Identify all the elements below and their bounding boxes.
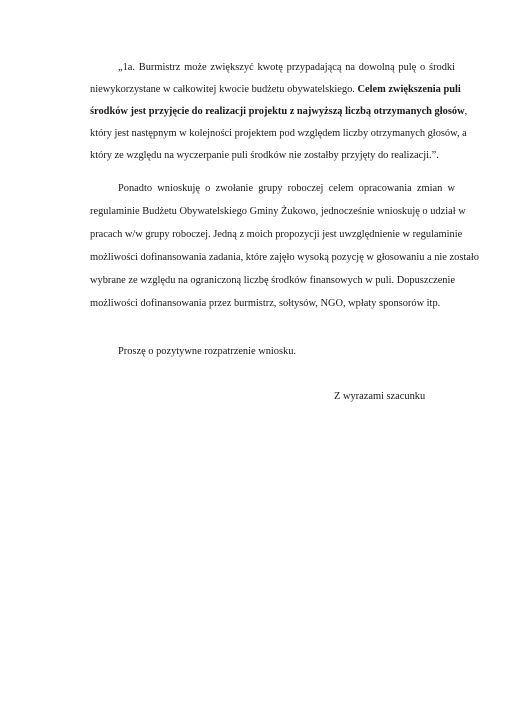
paragraph-line: możliwości dofinansowania zadania, które zajęło wysoką pozycję w głosowaniu a nie zostało [90, 252, 479, 263]
proposal-paragraph [90, 177, 479, 315]
paragraph-line: regulaminie Budżetu Obywatelskiego Gminy Żukowo, jednocześnie wnioskuję o udział w [90, 206, 466, 217]
closing-salutation: Z wyrazami szacunku [334, 391, 426, 402]
quote-line: który ze względu na wyczerpanie puli środków nie zostałby przyjęty do realizacji.”. [90, 150, 439, 161]
quoted-regulation-amendment [90, 57, 468, 167]
paragraph-line: możliwości dofinansowania przez burmistrz, sołtysów, NGO, wpłaty sponsorów itp. [90, 298, 441, 309]
paragraph-line: wybrane ze względu na ograniczoną liczbę środków finansowych w puli. Dopuszczenie [90, 275, 455, 286]
quote-line [90, 79, 461, 101]
paragraph-line: pracach w/w grupy roboczej. Jedną z moich propozycji jest uwzględnienie w regulaminie [90, 229, 463, 240]
request-sentence: Proszę o pozytywne rozpatrzenie wniosku. [118, 346, 297, 357]
quote-text: niewykorzystane w całkowitej kwocie budżetu obywatelskiego. [90, 84, 358, 95]
quote-line [90, 101, 468, 123]
quote-bold-text: Celem zwiększenia puli [357, 84, 461, 95]
paragraph-line: Ponadto wnioskuję o zwołanie grupy roboczej celem opracowania zmian w [118, 183, 455, 194]
quote-line: który jest następnym w kolejności projektem pod względem liczby otrzymanych głosów, a [90, 128, 467, 139]
quote-bold-text: środków jest przyjęcie do realizacji projektu z najwyższą liczbą otrzymanych głosów [90, 106, 465, 117]
quote-text: , [464, 106, 468, 117]
quote-line: „1a. Burmistrz może zwiększyć kwotę przypadającą na dowolną pulę o środki [118, 62, 455, 73]
